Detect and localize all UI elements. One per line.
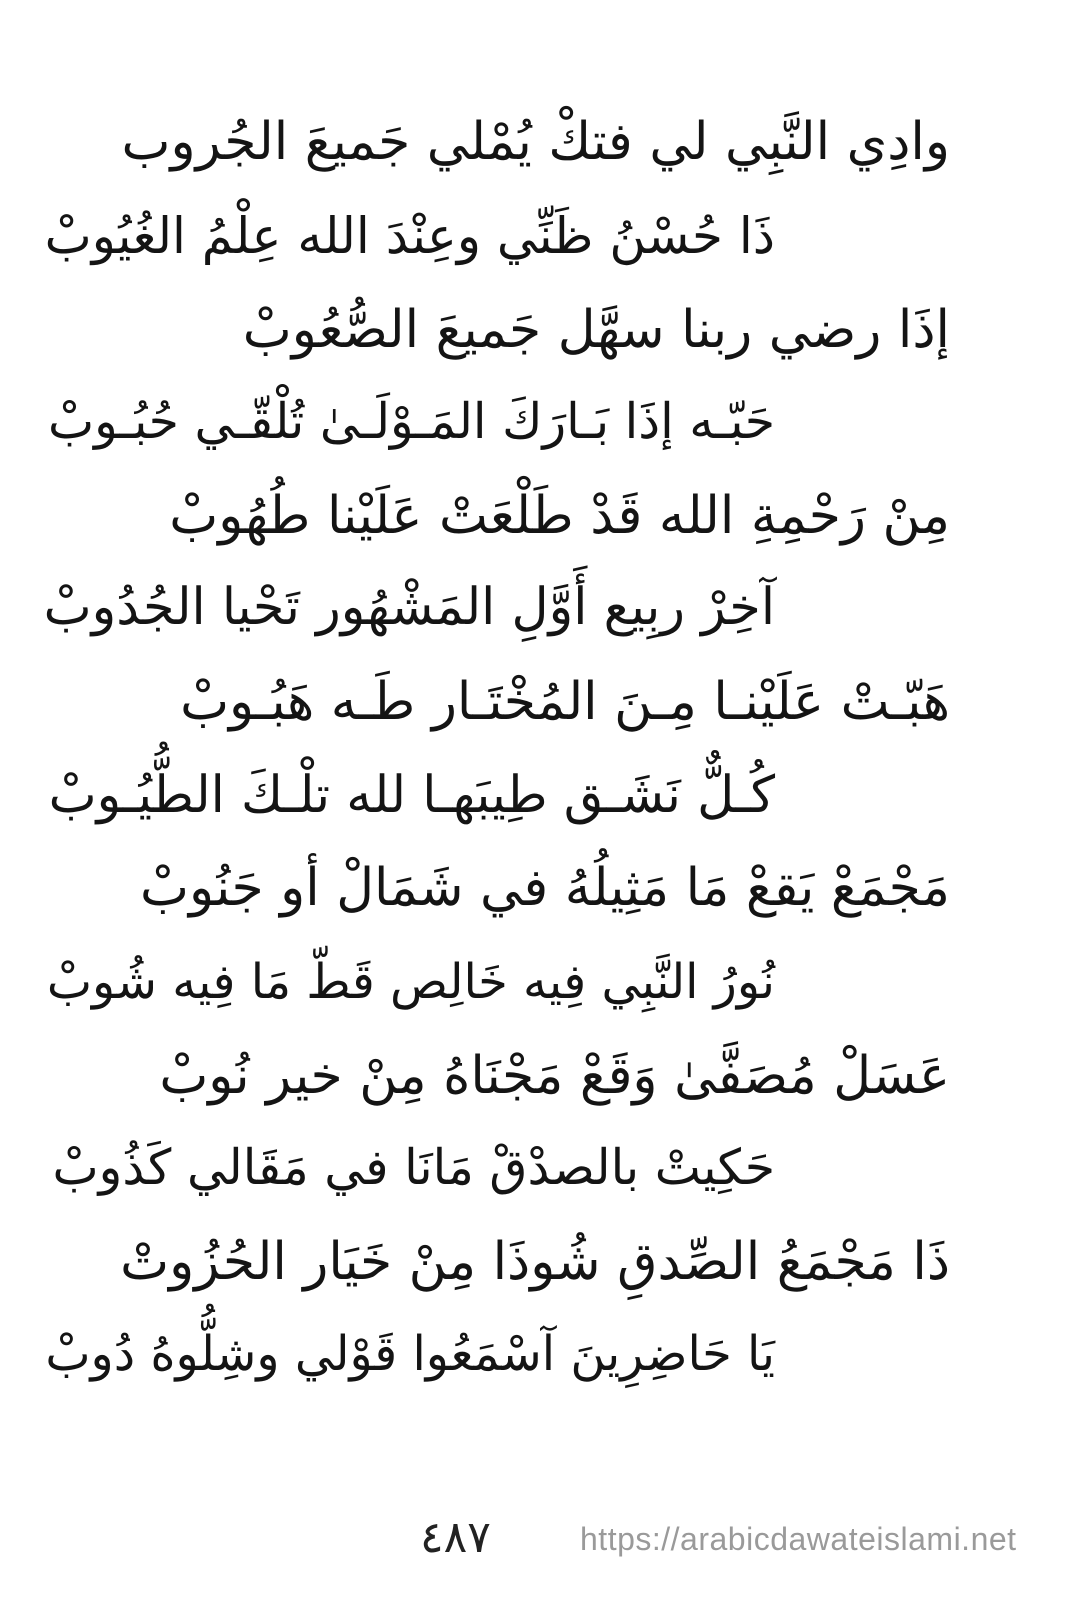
poem-line: هَبّـتْ عَلَيْنـا مِـنَ المُخْتَـار طَـه هَبُـوبْ (180, 672, 950, 732)
poem-line: إذَا رضي ربنا سهَّل جَميعَ الصُّعُوبْ (242, 300, 950, 360)
poem-line: وادِي النَّبِي لي فتكْ يُمْلي جَميعَ الجُروب (121, 112, 950, 172)
poem-line: كُـلٌّ نَشَـق طِيبَهـا لله تلْـكَ الطُّيُـوبْ (48, 766, 775, 825)
poem-line: مِنْ رَحْمِةِ الله قَدْ طَلْعَتْ عَلَيْنا طُهُوبْ (169, 486, 950, 546)
page-footer (0, 1510, 1080, 1570)
page-number: ٤٨٧ (420, 1512, 491, 1563)
poem-line: نُورُ النَّبِي فِيه خَالِص قَطّ مَا فِيه شُوبْ (46, 954, 775, 1010)
poem-line: ذَا مَجْمَعُ الصِّدقِ شُوذَا مِنْ خَيَار الحُزُوتْ (120, 1232, 950, 1292)
poem-line: يَا حَاضِرِينَ آسْمَعُوا قَوْلي وشِلُّوهُ دُوبْ (45, 1326, 775, 1382)
site-url-watermark: https://arabicdawateislami.net (580, 1521, 1017, 1557)
poem-line: ذَا حُسْنُ ظَنِّي وعِنْدَ الله عِلْمُ الغُيُوبْ (44, 207, 775, 265)
poem-line: مَجْمَعْ يَقعْ مَا مَثِيلُهُ في شَمَالْ أو جَنُوبْ (139, 858, 950, 918)
poem-line: عَسَلْ مُصَفَّىٰ وَقَعْ مَجْنَاهُ مِنْ خير نُوبْ (159, 1046, 950, 1106)
poem-line: حَبّـه إذَا بَـارَكَ المَـوْلَـىٰ تُلْقّـي حُبُـوبْ (48, 393, 775, 450)
poem-line: حَكِيتْ بالصدْقْ مَانَا في مَقَالي كَذُوبْ (52, 1139, 775, 1196)
poem-line: آخِرْ ربِيع أَوَّلِ المَشْهُور تَحْيا الجُدُوبْ (43, 578, 775, 637)
